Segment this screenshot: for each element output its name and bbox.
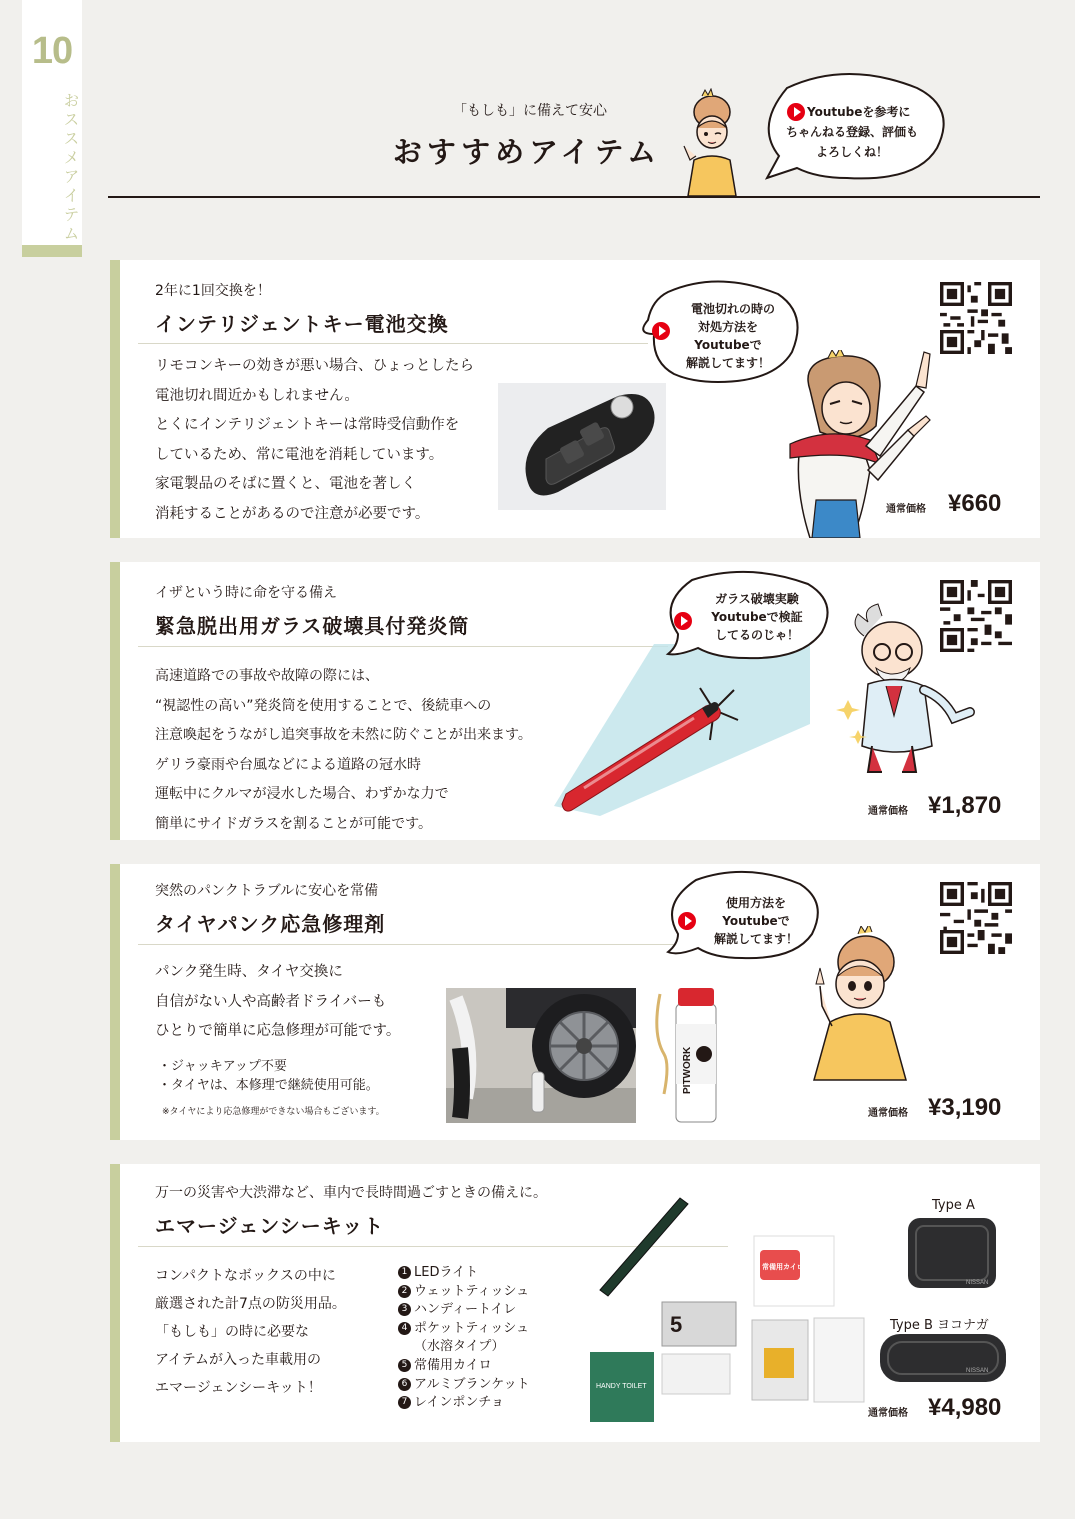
- card-accent-bar: [110, 1164, 120, 1442]
- card-divider: [138, 944, 683, 945]
- tire-repair-photo: [446, 988, 636, 1123]
- card-accent-bar: [110, 562, 120, 840]
- type-a-label: Type A: [932, 1198, 975, 1213]
- card3-bubble-line2: Youtubeで: [722, 914, 790, 928]
- card-body: 高速道路での事故や故障の際には、 “視認性の高い”発炎筒を使用することで、後続車への 注意喚起をうながし追突事故を未然に防ぐことが出来ます。 ゲリラ豪雨や台風などによる道路の冠水時 運転中にクルマが浸水した場合、わずかな力で 簡単にサイドガラスを割ることが可能です。: [155, 668, 532, 832]
- price-label: 通常価格: [868, 1108, 908, 1119]
- card-footnote: ※タイヤにより応急修理ができない場合もございます。: [162, 1107, 385, 1117]
- kit-case-type-b-photo: [878, 1332, 1008, 1384]
- emergency-kit-contents-photo: [586, 1180, 886, 1428]
- list-item: 7 レインポンチョ: [398, 1394, 568, 1413]
- card1-bubble-line1: 電池切れの時の: [690, 302, 775, 316]
- card-title: インテリジェントキー電池交換: [155, 312, 449, 336]
- card-accent-bar: [110, 260, 120, 538]
- page-title: おすすめアイテム: [392, 135, 662, 169]
- youtube-icon: [674, 612, 692, 630]
- card-body: パンク発生時、タイヤ交換に 自信がない人や高齢者ドライバーも ひとりで簡単に応急修理が可能です。: [155, 964, 401, 1040]
- card-divider: [138, 343, 648, 344]
- header-divider: [108, 196, 1040, 198]
- header-speech-bubble: [757, 70, 947, 188]
- card-body: コンパクトなボックスの中に 厳選された計7点の防災用品。 「もしも」の時に必要な アイテムが入った車載用の エマージェンシーキット！: [155, 1268, 346, 1396]
- list-item: 3 ハンディートイレ: [398, 1301, 568, 1320]
- toilet-label: HANDY TOILET: [596, 1383, 647, 1390]
- card-title: タイヤパンク応急修理剤: [155, 912, 386, 936]
- kit-contents-list: [398, 1264, 568, 1413]
- card1-bubble-line2: 対処方法を: [697, 320, 758, 334]
- price: ¥660: [948, 490, 1002, 517]
- header-bubble-line1: Youtubeを参考に: [807, 105, 911, 119]
- card-accent-bar: [110, 864, 120, 1140]
- price-label: 通常価格: [868, 806, 908, 817]
- price-label: 通常価格: [886, 504, 926, 515]
- kairo-label: 常備用カイロ: [762, 1263, 804, 1271]
- card1-bubble-line3: Youtubeで: [694, 338, 762, 352]
- qr-code-icon: [940, 580, 1012, 652]
- card-intelligent-key-battery: [110, 260, 1040, 538]
- repair-kit-can-photo: [650, 984, 724, 1124]
- card2-bubble-line2: Youtubeで検証: [711, 610, 803, 624]
- card-subtitle: 万一の災害や大渋滞など、車内で長時間過ごすときの備えに。: [155, 1185, 547, 1201]
- price: ¥4,980: [928, 1394, 1002, 1421]
- qr-code-icon: [940, 882, 1012, 954]
- price: ¥1,870: [928, 792, 1002, 819]
- girl-character-pointing-illustration: [800, 926, 930, 1086]
- card-tire-puncture-repair: [110, 864, 1040, 1140]
- card-emergency-kit: [110, 1164, 1040, 1442]
- list-item: 6 アルミブランケット: [398, 1376, 568, 1395]
- can-brand-label: PITWORK: [682, 1046, 693, 1094]
- page-tab: [22, 0, 82, 255]
- card3-bubble-line1: 使用方法を: [725, 896, 786, 910]
- list-item: 5 常備用カイロ: [398, 1357, 568, 1376]
- section-label: おススメアイテム: [61, 92, 80, 244]
- header-bubble-line3: よろしくね！: [815, 145, 888, 159]
- list-item: 4 ポケットティッシュ （水溶タイプ）: [398, 1320, 568, 1357]
- card-subtitle: 2年に1回交換を！: [155, 283, 271, 299]
- card-feature-points: ・ジャッキアップ不要 ・タイヤは、本修理で継続使用可能。: [158, 1059, 379, 1093]
- list-item: 2 ウェットティッシュ: [398, 1283, 568, 1302]
- page-tab-accent: [22, 245, 82, 257]
- girl-character-waving-illustration: [672, 88, 750, 196]
- card-emergency-flare: [110, 562, 1040, 840]
- card-subtitle: イザという時に命を守る備え: [155, 585, 337, 601]
- youtube-icon: [787, 103, 805, 121]
- youtube-icon: [678, 912, 696, 930]
- header-subtitle: 「もしも」に備えて安心: [453, 103, 607, 119]
- card-body: リモコンキーの効きが悪い場合、ひょっとしたら 電池切れ間近かもしれません。 とくにインテリジェントキーは常時受信動作を しているため、常に電池を消耗しています。 家電製品のそばに置くと、電池を著しく 消耗することがあるので注意が必要です。: [155, 358, 474, 522]
- card2-speech-bubble: [662, 568, 834, 668]
- price: ¥3,190: [928, 1094, 1002, 1121]
- nissan-key-photo: [498, 383, 666, 510]
- card-title: エマージェンシーキット: [155, 1214, 385, 1238]
- card2-bubble-line1: ガラス破壊実験: [715, 592, 799, 606]
- case-brand-label: NISSAN: [966, 1280, 989, 1286]
- card-title: 緊急脱出用ガラス破壊具付発炎筒: [155, 614, 470, 638]
- card1-bubble-line4: 解説してます！: [685, 356, 770, 370]
- page-number: 10: [31, 30, 73, 72]
- kit-case-type-a-photo: [906, 1216, 998, 1290]
- list-item: 1 LEDライト: [398, 1264, 568, 1283]
- header-bubble-line2: ちゃんねる登録、評価も: [785, 125, 918, 139]
- price-label: 通常価格: [868, 1408, 908, 1419]
- qr-code-icon: [940, 282, 1012, 354]
- type-b-label: Type B ヨコナガ: [890, 1318, 989, 1333]
- card2-bubble-line3: してるのじゃ！: [714, 628, 799, 642]
- card-subtitle: 突然のパンクトラブルに安心を常備: [155, 883, 379, 899]
- flare-breaking-glass-photo: [554, 644, 810, 816]
- wet-tissue-number: 5: [670, 1312, 683, 1337]
- case-brand-label: NISSAN: [966, 1368, 989, 1374]
- card3-bubble-line3: 解説してます！: [713, 932, 798, 946]
